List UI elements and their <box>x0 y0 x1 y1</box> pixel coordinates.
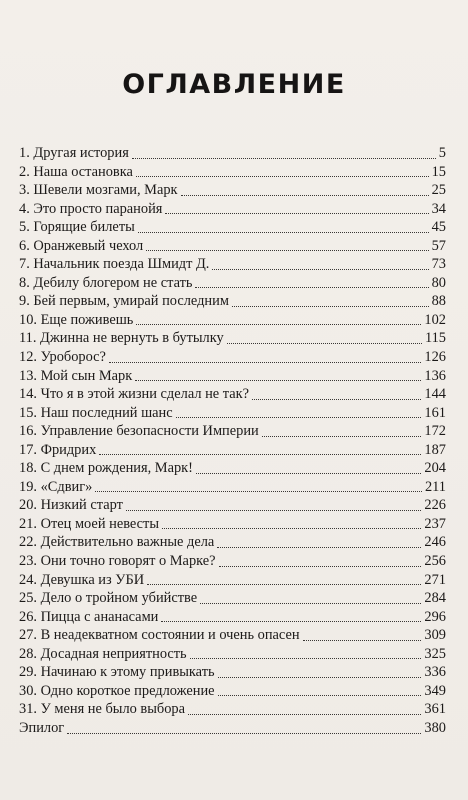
toc-entry-page-number: 102 <box>424 311 446 328</box>
toc-entry-title: 8. Дебилу блогером не стать <box>19 274 193 291</box>
toc-entry-page-number: 161 <box>424 404 446 421</box>
toc-entry <box>19 700 446 719</box>
toc-entry <box>19 552 446 571</box>
dot-leader <box>218 695 422 696</box>
toc-entry <box>19 663 446 682</box>
dot-leader <box>195 287 428 288</box>
toc-entry-page-number: 126 <box>424 349 446 366</box>
toc-entry <box>19 200 446 219</box>
toc-entry-page-number: 80 <box>431 274 446 291</box>
toc-entry <box>19 571 446 590</box>
toc-entry-title: 23. Они точно говорят о Марке? <box>19 553 216 570</box>
toc-entry-page-number: 296 <box>424 608 446 625</box>
dot-leader <box>132 158 436 159</box>
toc-entry <box>19 589 446 608</box>
toc-entry-title: 1. Другая история <box>19 145 129 161</box>
toc-entry <box>19 218 446 237</box>
toc-entry-page-number: 57 <box>431 237 446 254</box>
dot-leader <box>190 658 422 659</box>
dot-leader <box>176 417 422 418</box>
toc-entry-title: Эпилог <box>19 719 65 736</box>
dot-leader <box>232 306 429 307</box>
toc-entry-page-number: 45 <box>431 219 446 236</box>
dot-leader <box>200 603 421 604</box>
toc-entry-title: 19. «Сдвиг» <box>19 478 93 495</box>
toc-entry <box>19 608 446 627</box>
toc-entry <box>19 181 446 200</box>
dot-leader <box>146 250 428 251</box>
toc-entry <box>19 682 446 701</box>
toc-entry <box>19 329 446 348</box>
toc-entry <box>19 719 446 738</box>
dot-leader <box>136 324 421 325</box>
dot-leader <box>165 213 428 214</box>
toc-entry <box>19 645 446 664</box>
toc-entry-page-number: 25 <box>431 182 446 199</box>
toc-entry <box>19 533 446 552</box>
toc-entry-title: 4. Это просто паранойя <box>19 200 163 217</box>
toc-entry-page-number: 115 <box>424 330 446 347</box>
toc-entry <box>19 237 446 256</box>
toc-entry-page-number: 136 <box>424 367 446 384</box>
toc-entry-title: 15. Наш последний шанс <box>19 404 173 421</box>
toc-entry-title: 24. Девушка из УБИ <box>19 571 145 588</box>
toc-entry-title: 27. В неадекватном состоянии и очень опасен <box>19 627 300 644</box>
toc-entry-page-number: 144 <box>424 386 446 403</box>
toc-entry-page-number: 284 <box>424 590 446 607</box>
dot-leader <box>99 454 421 455</box>
toc-entry-page-number: 380 <box>424 719 446 736</box>
dot-leader <box>126 510 422 511</box>
dot-leader <box>219 566 422 567</box>
dot-leader <box>303 640 422 641</box>
toc-entry-title: 3. Шевели мозгами, Марк <box>19 182 178 199</box>
toc-entry <box>19 404 446 423</box>
toc-entry-page-number: 237 <box>424 515 446 532</box>
dot-leader <box>95 491 422 492</box>
dot-leader <box>67 733 421 734</box>
toc-entry-title: 22. Действительно важные дела <box>19 534 215 551</box>
dot-leader <box>109 362 421 363</box>
toc-entry-title: 16. Управление безопасности Империи <box>19 423 259 440</box>
toc-entry <box>19 311 446 330</box>
dot-leader <box>188 714 421 715</box>
toc-entry-title: 7. Начальник поезда Шмидт Д. <box>19 256 210 273</box>
toc-entry <box>19 367 446 386</box>
toc-entry-title: 20. Низкий старт <box>19 497 123 514</box>
dot-leader <box>147 584 421 585</box>
toc-entry-title: 21. Отец моей невесты <box>19 515 160 532</box>
toc-entry-title: 6. Оранжевый чехол <box>19 237 144 254</box>
dot-leader <box>135 380 421 381</box>
toc-entry-title: 25. Дело о тройном убийстве <box>19 590 198 607</box>
toc-entry-page-number: 336 <box>424 664 446 681</box>
dot-leader <box>217 547 421 548</box>
dot-leader <box>252 399 421 400</box>
toc-entry-title: 11. Джинна не вернуть в бутылку <box>19 330 224 347</box>
toc-entry-title: 29. Начинаю к этому привыкать <box>19 664 215 681</box>
dot-leader <box>262 436 422 437</box>
toc-entry <box>19 292 446 311</box>
toc-entry-page-number: 361 <box>424 701 446 718</box>
toc-entry-page-number: 246 <box>424 534 446 551</box>
toc-entry <box>19 274 446 293</box>
toc-entry <box>19 478 446 497</box>
toc-entry <box>19 626 446 645</box>
toc-entry-page-number: 271 <box>424 571 446 588</box>
toc-entry-title: 10. Еще поживешь <box>19 311 134 328</box>
dot-leader <box>212 269 428 270</box>
dot-leader <box>161 621 421 622</box>
toc-entry <box>19 441 446 460</box>
toc-entry-page-number: 5 <box>438 145 446 161</box>
toc-entry <box>19 144 446 163</box>
toc-entry-title: 9. Бей первым, умирай последним <box>19 293 229 310</box>
toc-entry <box>19 515 446 534</box>
toc-entry-title: 26. Пицца с ананасами <box>19 608 159 625</box>
dot-leader <box>218 677 422 678</box>
toc-entry-page-number: 187 <box>424 441 446 458</box>
page-title: ОГЛАВЛЕНИЕ <box>122 69 346 100</box>
toc-entry <box>19 496 446 515</box>
dot-leader <box>181 195 429 196</box>
toc-entry <box>19 348 446 367</box>
toc-entry-title: 31. У меня не было выбора <box>19 701 185 718</box>
dot-leader <box>162 528 421 529</box>
table-of-contents <box>19 144 446 738</box>
dot-leader <box>196 473 421 474</box>
toc-entry-page-number: 34 <box>431 200 446 217</box>
toc-entry <box>19 422 446 441</box>
toc-entry-title: 2. Наша остановка <box>19 163 133 180</box>
toc-entry-page-number: 226 <box>424 497 446 514</box>
toc-entry-page-number: 172 <box>424 423 446 440</box>
toc-entry-title: 14. Что я в этой жизни сделал не так? <box>19 386 250 403</box>
toc-entry-page-number: 73 <box>431 256 446 273</box>
toc-entry-page-number: 256 <box>424 553 446 570</box>
dot-leader <box>136 176 429 177</box>
toc-entry-page-number: 211 <box>424 478 446 495</box>
toc-entry-title: 13. Мой сын Марк <box>19 367 133 384</box>
toc-entry-page-number: 204 <box>424 460 446 477</box>
toc-entry-title: 17. Фридрих <box>19 441 97 458</box>
toc-entry-title: 28. Досадная неприятность <box>19 645 187 662</box>
toc-entry <box>19 163 446 182</box>
toc-entry-page-number: 88 <box>431 293 446 310</box>
toc-entry-title: 30. Одно короткое предложение <box>19 682 215 699</box>
toc-entry <box>19 255 446 274</box>
toc-entry <box>19 385 446 404</box>
toc-entry-page-number: 349 <box>424 682 446 699</box>
toc-entry-page-number: 325 <box>424 645 446 662</box>
toc-entry-title: 5. Горящие билеты <box>19 219 135 236</box>
toc-entry-page-number: 15 <box>431 163 446 180</box>
toc-entry-page-number: 309 <box>424 627 446 644</box>
dot-leader <box>227 343 422 344</box>
dot-leader <box>138 232 429 233</box>
toc-entry <box>19 459 446 478</box>
toc-entry-title: 18. С днем рождения, Марк! <box>19 460 193 477</box>
toc-entry-title: 12. Уроборос? <box>19 349 106 366</box>
